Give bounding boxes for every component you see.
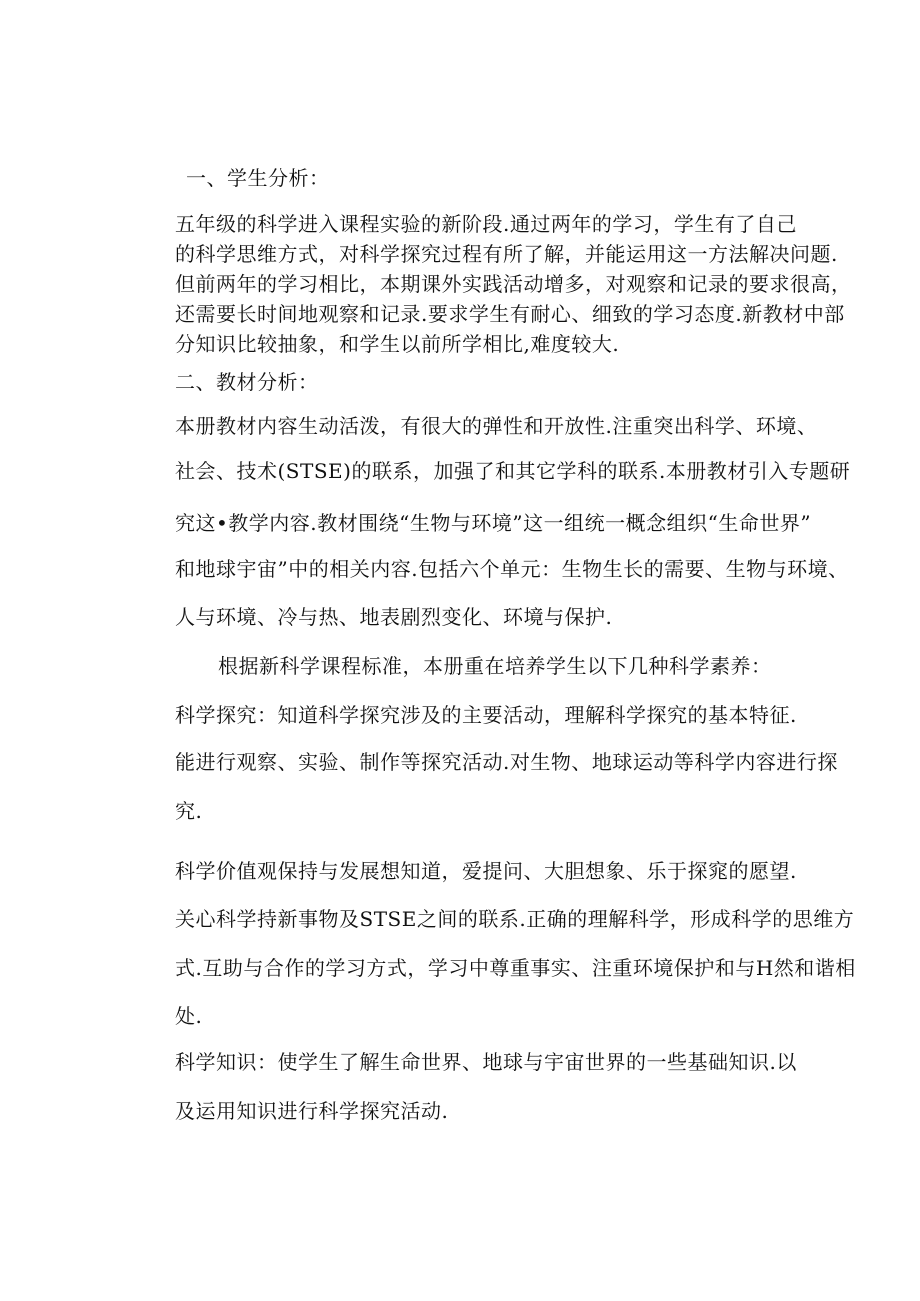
paragraph-line: 及运用知识进行科学探究活动. (175, 1099, 449, 1123)
paragraph-line: 的科学思维方式，对科学探究过程有所了解，并能运用这一方法解决问题. (175, 242, 838, 266)
paragraph-line: 五年级的科学进入课程实验的新阶段.通过两年的学习，学生有了自己 (175, 212, 797, 236)
paragraph-line: 科学价值观保持与发展想知道，爱提问、大胆想象、乐于探窕的愿望. (175, 859, 797, 883)
paragraph-line: 究. (175, 799, 203, 823)
paragraph-line: 究这•教学内容.教材围绕“生物与环境”这一组统一概念组织“生命世界” (175, 511, 812, 535)
literacy-intro-line: 根据新科学课程标准，本册重在培养学生以下几种科学素养： (218, 654, 772, 678)
paragraph-line: 关心科学持新事物及STSE之间的联系.正确的理解科学，形成科学的思维方 (175, 907, 855, 931)
paragraph-line: 分知识比较抽象，和学生以前所学相比,难度较大. (175, 332, 620, 356)
paragraph-line: 人与环境、冷与热、地表剧烈变化、环境与保护. (175, 605, 613, 629)
paragraph-line: 科学知识：使学生了解生命世界、地球与宇宙世界的一些基础知识.以 (175, 1050, 797, 1074)
paragraph-line: 和地球宇宙”中的相关内容.包括六个单元：生物生长的需要、生物与环境、 (175, 557, 849, 581)
paragraph-line: 科学探究：知道科学探究涉及的主要活动，理解科学探究的基本特征. (175, 703, 797, 727)
section-heading-student-analysis: 一、学生分析： (186, 166, 330, 190)
paragraph-line: 但前两年的学习相比，本期课外实践活动增多，对观察和记录的要求很高， (175, 272, 852, 296)
paragraph-line: 处. (175, 1004, 203, 1028)
paragraph-line: 式.互助与合作的学习方式，学习中尊重事实、注重环境保护和与H然和谐相 (175, 956, 856, 980)
paragraph-line: 社会、技术(STSE)的联系，加强了和其它学科的联系.本册教材引入专题研 (175, 459, 851, 483)
paragraph-line: 能进行观察、实验、制作等探究活动.对生物、地球运动等科学内容进行探 (175, 750, 838, 774)
paragraph-line: 本册教材内容生动活泼，有很大的弹性和开放性.注重突出科学、环境、 (175, 414, 818, 438)
paragraph-line: 还需要长时间地观察和记录.要求学生有耐心、细致的学习态度.新教材中部 (175, 302, 845, 326)
section-heading-textbook-analysis: 二、教材分析： (175, 370, 319, 394)
